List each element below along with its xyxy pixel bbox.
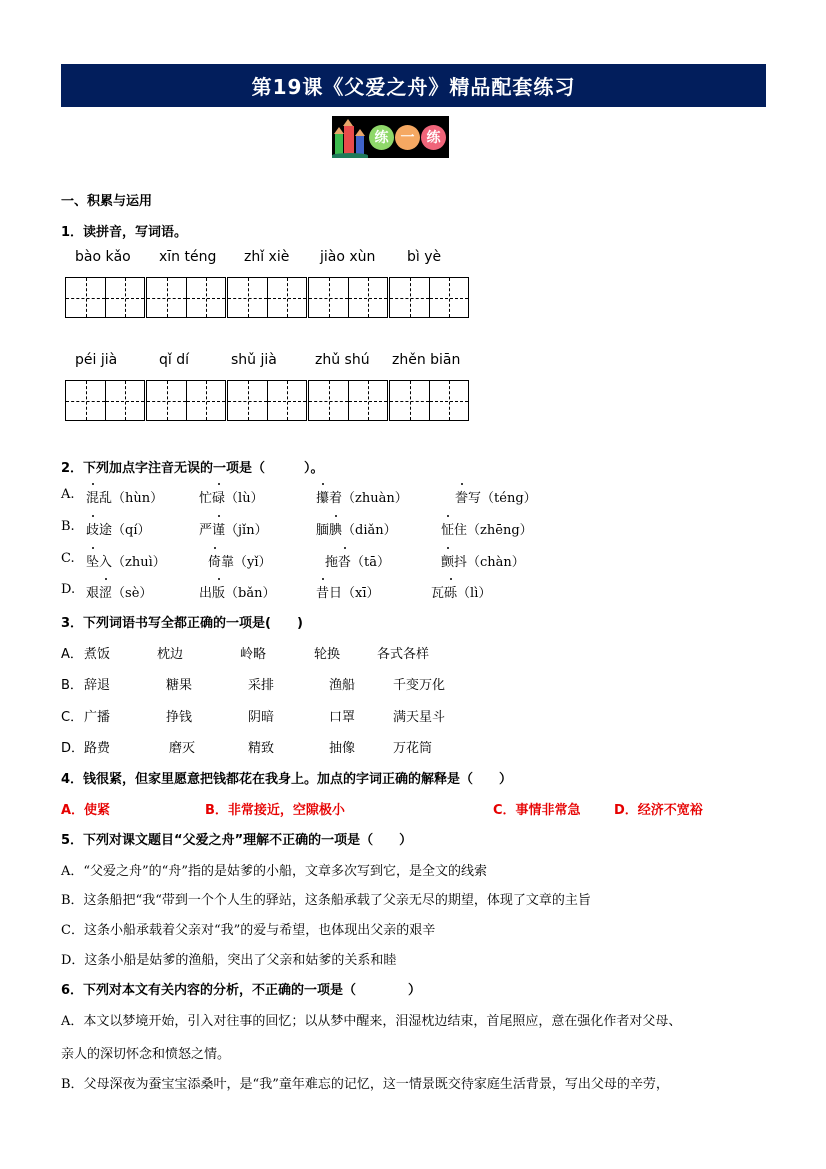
q2-option-label: A. <box>61 487 75 502</box>
q4-option-b: B．非常接近，空隙极小 <box>205 803 345 818</box>
writing-box[interactable] <box>146 380 226 421</box>
writing-box[interactable] <box>65 380 145 421</box>
q3-option-word: 枕边 <box>157 647 184 662</box>
pinyin: shǔ jià <box>231 352 277 368</box>
q2-option-item <box>86 582 152 601</box>
q3-option-word: 煮饭 <box>84 647 111 662</box>
word-char: 日 <box>329 586 343 601</box>
practice-badge <box>332 116 449 158</box>
q3-option-word: 渔船 <box>329 678 356 693</box>
word-char: 拖 <box>325 555 339 570</box>
pinyin: xīn téng <box>159 249 217 265</box>
pinyin: bì yè <box>407 249 442 265</box>
q2-option-item <box>316 487 408 506</box>
dotted-char: 攥 <box>316 487 329 506</box>
q3-option-word: 抽像 <box>329 741 356 756</box>
pinyin-annotation: （jǐn） <box>225 523 268 538</box>
pinyin-annotation: （tā） <box>351 555 391 570</box>
q4-option-c: C．事情非常急 <box>493 803 581 818</box>
dotted-char: 版 <box>212 582 225 601</box>
q2-option-item <box>199 519 268 538</box>
dotted-char: 坠 <box>86 551 99 570</box>
q2-option-item <box>455 487 537 506</box>
word-char: 途 <box>99 523 113 538</box>
pinyin-annotation: （chàn） <box>467 555 525 570</box>
question-1-prompt: 1．读拼音，写词语。 <box>61 225 188 240</box>
pinyin: zhǐ xiè <box>244 249 290 265</box>
question-6-prompt: 6．下列对本文有关内容的分析，不正确的一项是（ ） <box>61 983 422 998</box>
q2-option-item <box>208 551 272 570</box>
dotted-char: 腆 <box>329 519 342 538</box>
dotted-char: 混 <box>86 487 99 506</box>
pinyin: péi jià <box>75 352 118 368</box>
pinyin: jiào xùn <box>320 249 376 265</box>
pinyin-annotation: （hùn） <box>112 491 164 506</box>
q3-option-label: A． <box>61 647 83 662</box>
q3-option-word: 岭略 <box>240 647 267 662</box>
word-char: 写 <box>468 491 482 506</box>
dotted-char: 涩 <box>99 582 112 601</box>
q2-option-label: C. <box>61 551 75 566</box>
q5-option-c: C．这条小船承载着父亲对“我”的爱与希望，也体现出父亲的艰辛 <box>61 923 436 938</box>
pinyin-annotation: （diǎn） <box>342 523 397 538</box>
q2-option-item <box>441 519 533 538</box>
word-char: 腼 <box>316 523 330 538</box>
pinyin-annotation: （zhuì） <box>112 555 166 570</box>
q3-option-word: 各式各样 <box>377 647 430 662</box>
writing-grid-row-2 <box>65 380 469 421</box>
dotted-char: 谨 <box>212 519 225 538</box>
pinyin: bào kǎo <box>75 249 131 265</box>
writing-grid-row-1 <box>65 277 469 318</box>
castle-illustration <box>332 116 368 158</box>
q3-option-word: 广播 <box>84 710 111 725</box>
q4-option-a: A．使紧 <box>61 803 111 818</box>
q2-option-item <box>316 582 380 601</box>
question-3-prompt: 3．下列词语书写全都正确的一项是( ) <box>61 616 303 631</box>
pinyin-annotation: （zhuàn） <box>342 491 408 506</box>
word-char: 抖 <box>454 555 468 570</box>
q3-option-word: 采排 <box>248 678 275 693</box>
word-char: 靠 <box>221 555 235 570</box>
q3-option-word: 轮换 <box>314 647 341 662</box>
q2-option-item <box>441 551 525 570</box>
q2-option-label: D. <box>61 582 76 597</box>
q3-option-word: 千变万化 <box>393 678 446 693</box>
q2-option-label: B. <box>61 519 75 534</box>
q2-option-item <box>199 487 264 506</box>
dotted-char: 歧 <box>86 519 99 538</box>
q5-option-a: A．“父爱之舟”的“舟”指的是姑爹的小船，文章多次写到它，是全文的线索 <box>61 864 487 879</box>
word-char: 艰 <box>86 586 100 601</box>
dotted-char: 碌 <box>212 487 225 506</box>
question-2-prompt: 2．下列加点字注音无误的一项是（ ）。 <box>61 461 324 476</box>
writing-box[interactable] <box>389 380 469 421</box>
page-title: 第19课《父爱之舟》精品配套练习 <box>251 75 576 99</box>
dotted-char: 誊 <box>455 487 468 506</box>
dotted-char: 沓 <box>338 551 351 570</box>
q6-option-a-line1: A．本文以梦境开始，引入对往事的回忆；以从梦中醒来，泪湿枕边结束，首尾照应，意在强化作者对父母、 <box>61 1014 682 1029</box>
q5-option-b: B．这条船把“我“带到一个个人生的驿站，这条船承载了父亲无尽的期望，体现了文章的主旨 <box>61 893 591 908</box>
q3-option-word: 阴暗 <box>248 710 275 725</box>
q2-option-item <box>199 582 275 601</box>
writing-box[interactable] <box>389 277 469 318</box>
q3-option-word: 满天星斗 <box>393 710 446 725</box>
word-char: 着 <box>329 491 343 506</box>
q3-option-label: D． <box>61 741 85 756</box>
dotted-char: 倚 <box>208 551 221 570</box>
writing-box[interactable] <box>227 380 307 421</box>
question-5-prompt: 5．下列对课文题目“父爱之舟”理解不正确的一项是（ ） <box>61 833 413 848</box>
writing-box[interactable] <box>308 277 388 318</box>
q3-option-word: 路费 <box>84 741 111 756</box>
pinyin-annotation: （xī） <box>342 586 380 601</box>
word-char: 严 <box>199 523 213 538</box>
dotted-char: 砾 <box>444 582 457 601</box>
pinyin-annotation: （sè） <box>112 586 153 601</box>
dotted-char: 怔 <box>441 519 454 538</box>
badge-char-1: 练 <box>369 125 394 150</box>
writing-box[interactable] <box>65 277 145 318</box>
writing-box[interactable] <box>308 380 388 421</box>
q3-option-label: C． <box>61 710 84 725</box>
dotted-char: 颤 <box>441 551 454 570</box>
q3-option-word: 挣钱 <box>166 710 193 725</box>
pinyin-annotation: （qí） <box>112 523 151 538</box>
pinyin: zhěn biān <box>392 352 461 368</box>
q2-option-item <box>431 582 491 601</box>
word-char: 住 <box>454 523 468 538</box>
q3-option-word: 精致 <box>248 741 275 756</box>
pinyin-annotation: （téng） <box>481 491 537 506</box>
pinyin-annotation: （yǐ） <box>234 555 272 570</box>
word-char: 乱 <box>99 491 113 506</box>
word-char: 忙 <box>199 491 213 506</box>
q3-option-word: 万花筒 <box>393 741 433 756</box>
writing-box[interactable] <box>146 277 226 318</box>
section-heading: 一、积累与运用 <box>61 194 153 209</box>
q6-option-b-line1: B．父母深夜为蚕宝宝添桑叶，是“我”童年难忘的记忆，这一情景既交待家庭生活背景，写出父母的辛劳， <box>61 1077 669 1092</box>
q3-option-word: 糖果 <box>166 678 193 693</box>
title-banner <box>61 64 766 107</box>
word-char: 瓦 <box>431 586 445 601</box>
pinyin-annotation: （bǎn） <box>225 586 276 601</box>
pinyin: zhǔ shú <box>315 352 370 368</box>
pinyin-annotation: （lì） <box>457 586 492 601</box>
q2-option-item <box>316 519 397 538</box>
q2-option-item <box>86 519 151 538</box>
pinyin-annotation: （lù） <box>225 491 264 506</box>
q4-option-d: D．经济不宽裕 <box>614 803 703 818</box>
dotted-char: 昔 <box>316 582 329 601</box>
pinyin: qǐ dí <box>159 352 190 368</box>
q3-option-word: 口罩 <box>329 710 356 725</box>
q5-option-d: D．这条小船是姑爹的渔船，突出了父亲和姑爹的关系和睦 <box>61 953 397 968</box>
pinyin-annotation: （zhēng） <box>467 523 533 538</box>
q2-option-item <box>325 551 390 570</box>
word-char: 出 <box>199 586 213 601</box>
writing-box[interactable] <box>227 277 307 318</box>
q2-option-item <box>86 487 163 506</box>
q2-option-item <box>86 551 166 570</box>
badge-char-2: 一 <box>395 125 420 150</box>
question-4-prompt: 4．钱很紧，但家里愿意把钱都花在我身上。加点的字词正确的解释是（ ） <box>61 772 513 787</box>
q3-option-word: 辞退 <box>84 678 111 693</box>
q6-option-a-line2: 亲人的深切怀念和愤怒之情。 <box>61 1047 231 1062</box>
word-char: 入 <box>99 555 113 570</box>
q3-option-label: B． <box>61 678 83 693</box>
badge-char-3: 练 <box>421 125 446 150</box>
q3-option-word: 磨灭 <box>169 741 196 756</box>
